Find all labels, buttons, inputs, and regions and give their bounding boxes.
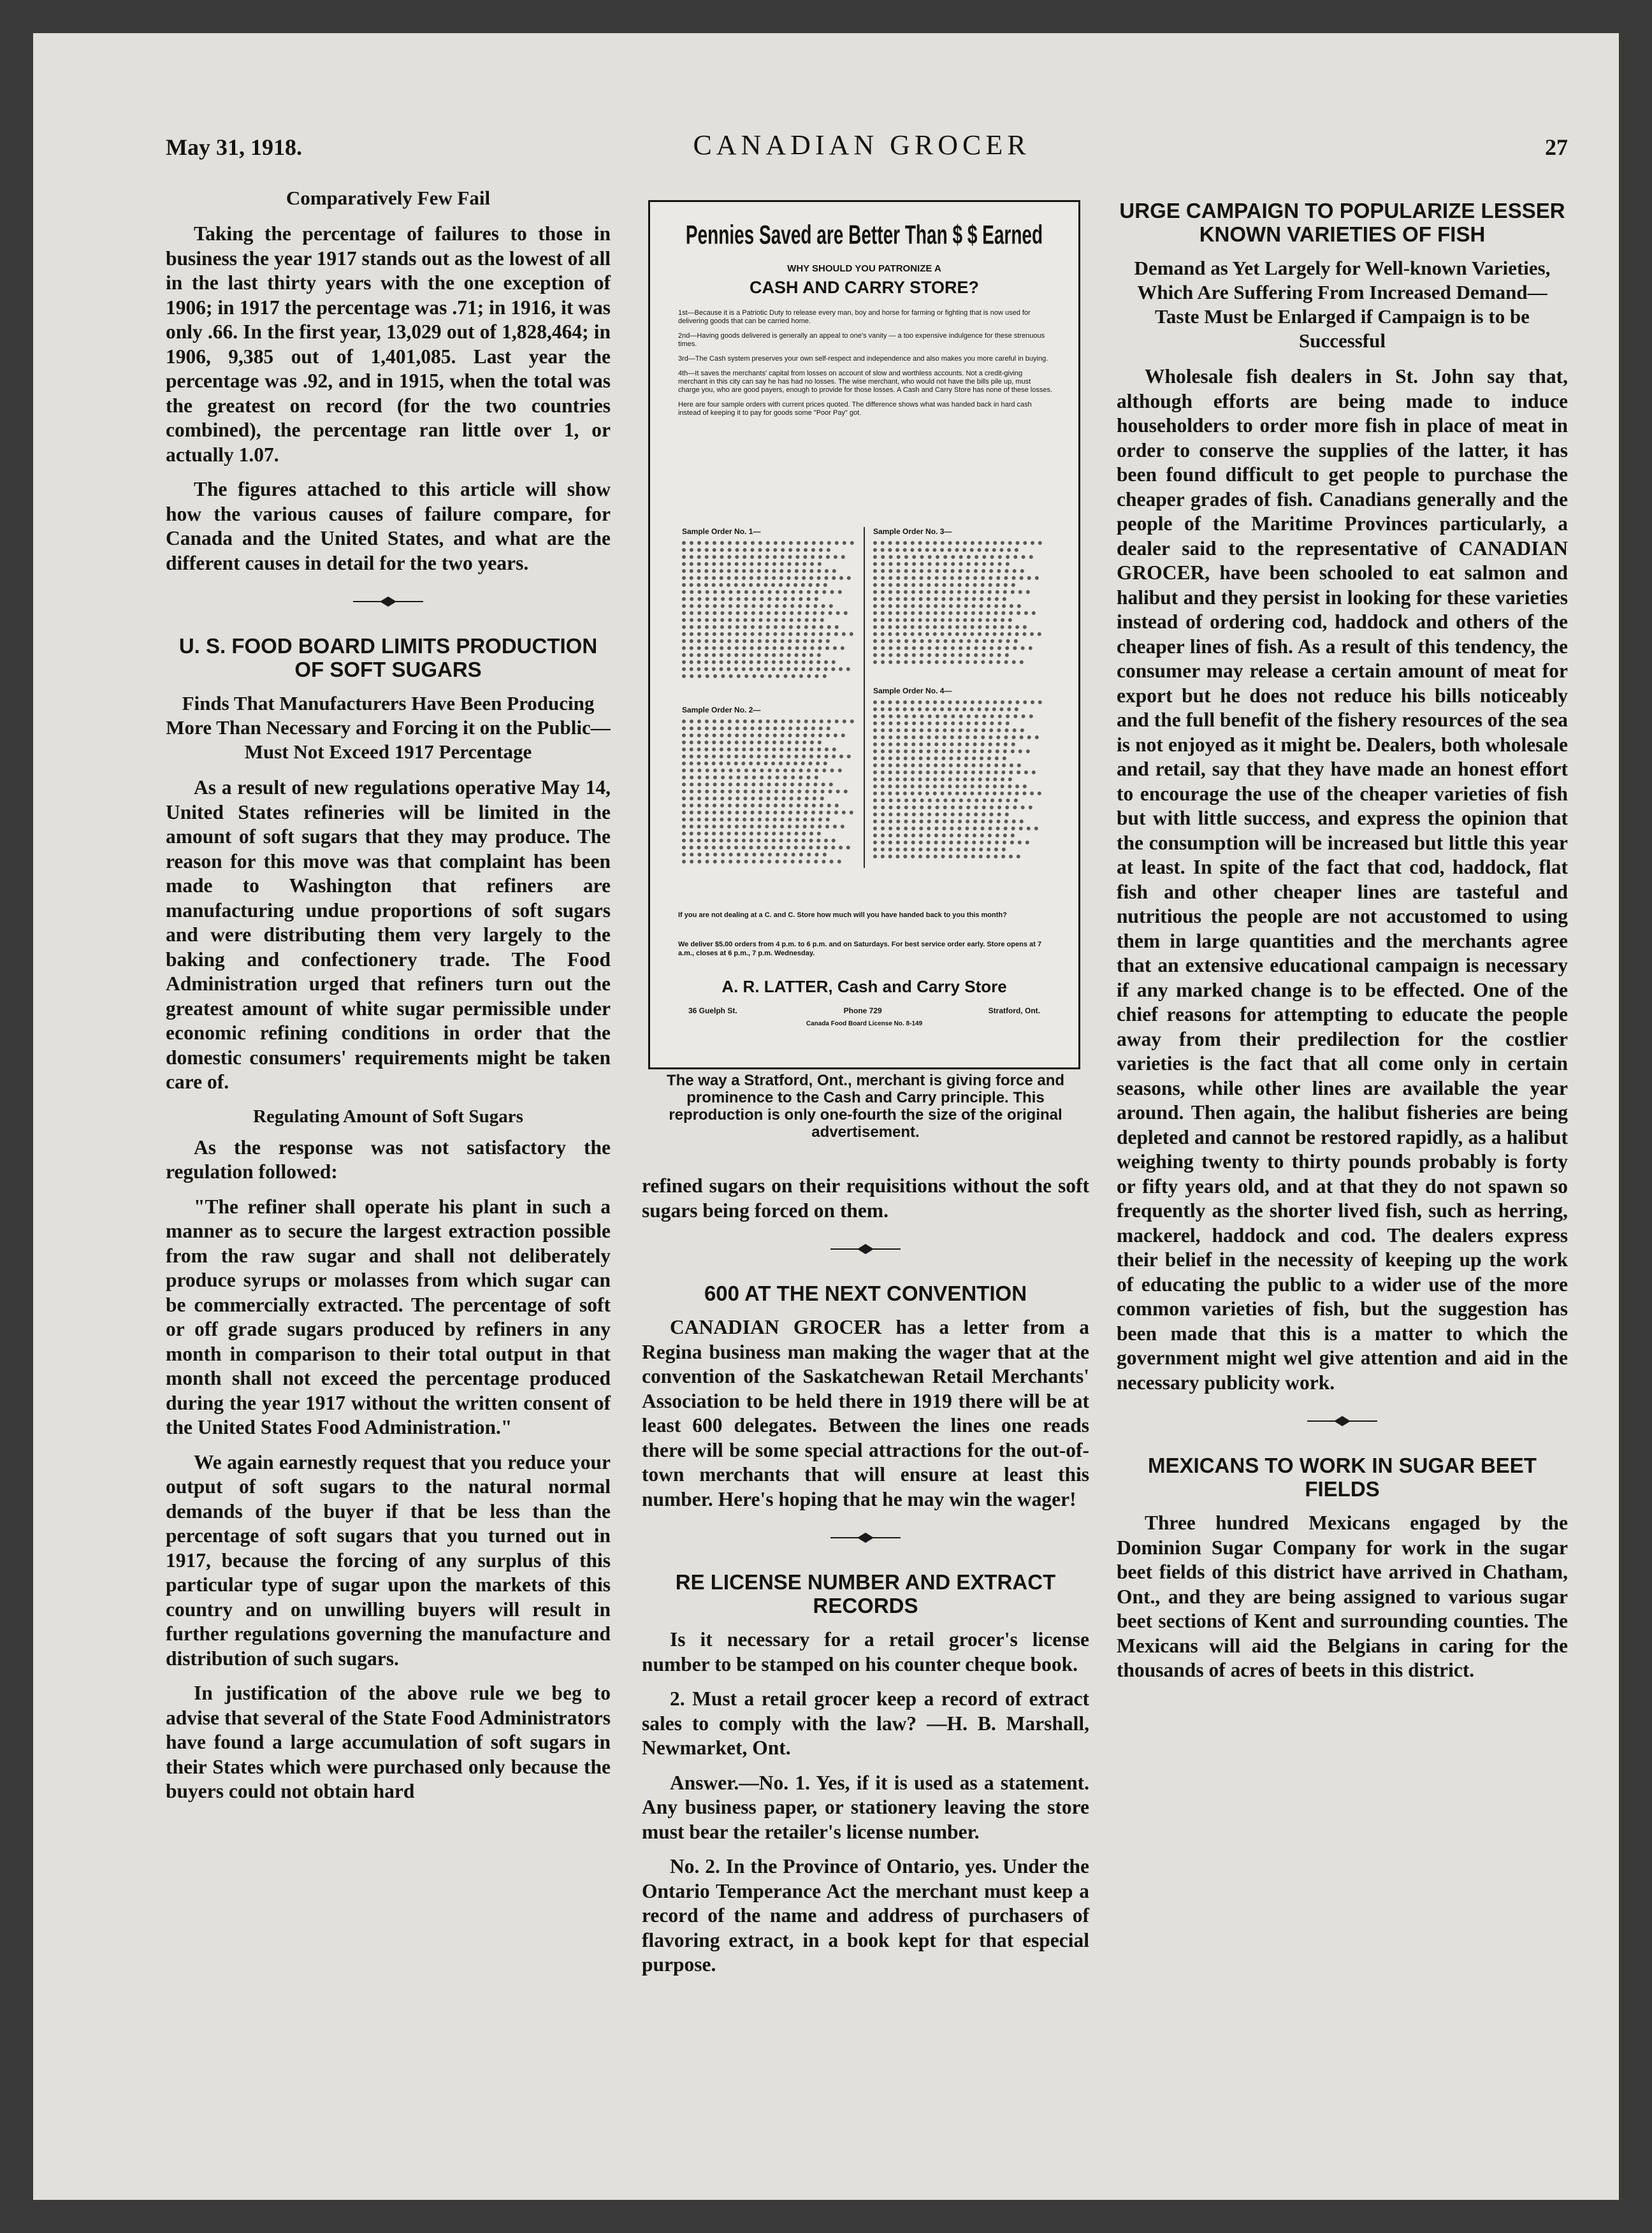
divider-ornament-icon (830, 1531, 901, 1545)
ad-order-line (682, 625, 839, 629)
ad-order-line (873, 735, 1039, 739)
publication-title: CANADIAN GROCER (693, 129, 1031, 161)
article-headline-fish: URGE CAMPAIGN TO POPULARIZE LESSER KNOWN VARIETIES OF FISH (1119, 199, 1565, 246)
ad-order-line (873, 834, 1015, 837)
ad-address-line (688, 1006, 1040, 1015)
ad-order-line (682, 719, 854, 723)
ad-order-line (682, 583, 827, 587)
ad-cash-carry: CASH AND CARRY STORE? (749, 278, 980, 297)
ad-order-line (682, 541, 854, 545)
paragraph: Answer.—No. 1. Yes, if it is used as a statement. Any business paper, or stationery leaving the store must bear the retailer's license number. (642, 1771, 1089, 1843)
ad-order-line (682, 667, 850, 671)
ad-order-line (873, 763, 1021, 767)
ad-order-line (873, 604, 1021, 608)
ad-order-line (873, 714, 1033, 718)
paragraph: CANADIAN GROCER has a letter from a Regina business man making the wager that at the convention of the Saskatchewan Retail Merchants' Association to be held there in 1919 there will be at least 600 delegates. Between the lines one reads there will be some special attractions for the out-of-town merchants that will ensure at least this number. Here's hoping that he may win the wager! (642, 1316, 1089, 1510)
article-headline-convention: 600 AT THE NEXT CONVENTION (704, 1282, 1027, 1305)
ad-order-line (682, 632, 853, 636)
article-headline-soft-sugars: U. S. FOOD BOARD LIMITS PRODUCTION OF SOFT SUGARS (178, 634, 598, 681)
paragraph: The figures attached to this article will show how the various causes of failure compare, for Canada and the United States, and what are the different causes in detail for the two years. (166, 478, 611, 574)
paragraph: Three hundred Mexicans engaged by the Dominion Sugar Company for work in the sugar beet fields of this district have arrived in Chatham, Ont., and they are being assigned to various sugar beet sections of Kent and surrounding counties. The Mexicans will aid the Belgians in caring for the thousands of acres of beets in this district. (1117, 1512, 1568, 1681)
ad-footer-note: If you are not dealing at a C. and C. Store how much will you have handed back to you this month? (678, 911, 1007, 919)
ad-order-line (873, 742, 1015, 746)
ad-order-line (873, 541, 1042, 545)
ad-order-line (873, 548, 1018, 552)
paragraph: In justification of the above rule we beg to advise that several of the State Food Administrators have found a large accumulation of soft sugars in their States which were purchased only because the buyers could not obtain hard (166, 1682, 611, 1802)
ad-order-line (682, 797, 824, 800)
ad-order-line (873, 611, 1036, 615)
ad-store-name: A. R. LATTER, Cash and Carry Store (721, 977, 1007, 996)
advertisement-box (648, 200, 1080, 1069)
ad-order-line (682, 853, 827, 856)
column-right (1117, 199, 1568, 1693)
ad-order-line (873, 646, 1032, 650)
magazine-page (33, 33, 1619, 2200)
ad-order-line (873, 707, 1018, 711)
column-left (166, 186, 611, 1814)
paragraph: Wholesale fish dealers in St. John say that, although efforts are being made to induce householders to order more fish in place of meat in order to conserve the supplies of the latter, it has been found difficult to get people to purchase the cheaper grades of fish. Canadians generally and the people of the Maritime Provinces particularly, a dealer said to the representative of CANADIAN GROCER, have been schooled to eat salmon and halibut and they persist in looking for these varieties instead of ordering cod, haddock and others of the cheaper lines of fish. As a result of this tendency, the consumer may release a certain amount of meat for export but he does not reduce his bills noticeably and the full benefit of the fishery resources of the sea is not enjoyed as it might be. Dealers, both wholesale and retail, say that they have made an honest effort to encourage the use of the cheaper varieties of fish but with little success, and express the opinion that the consumption will be increased but little this year at least. In spite of the fact that cod, haddock, flat fish and other cheaper lines are tasteful and nutritious the people are not accustomed to using them in large quantities and the merchants agree that an extensive educational campaign is necessary if any marked change is to be effected. One of the chief reasons for attempting to educate the people away from their predilection for the costlier varieties is the fact that all come only in certain seasons, while other lines are available the year around. Then again, the halibut fisheries are being depleted and cannot be restored rapidly, as a halibut weighing twenty to thirty pounds probably is forty or fifty years old, and at that they do not spawn so frequently as the shorter lived fish, such as herring, mackerel, haddock and cod. The dealers express their belief in the necessity of keeping up the work of educating the public to a wider use of the more common varieties of fish, but the suggestion has been made that this is a matter to which the government might wel give attention and aid in the necessary publicity work. (1117, 365, 1568, 1394)
ad-order-line (682, 762, 827, 765)
ad-license: Canada Food Board License No. 8-149 (806, 1020, 923, 1027)
ad-reason: Here are four sample orders with current prices quoted. The difference shows what was handed back in hard cash instead of keeping it to pay for goods some "Poor Pay" got. (678, 401, 1032, 417)
ad-order-line (873, 827, 1038, 830)
column-middle (642, 1174, 1089, 1988)
ad-order-line (682, 646, 844, 650)
ad-reasons (678, 309, 1053, 417)
ad-order-line (873, 848, 1006, 851)
ad-order-line (873, 756, 1006, 760)
ad-order-line (682, 846, 850, 849)
ad-order-line (682, 832, 821, 835)
section-heading-regulating: Regulating Amount of Soft Sugars (253, 1106, 523, 1127)
ad-order-line (682, 604, 833, 608)
ad-order-line (873, 784, 1027, 788)
ad-order-line (682, 660, 836, 664)
ad-order-line (873, 855, 1020, 858)
ad-order-line (873, 597, 1006, 601)
ad-order-line (682, 741, 822, 744)
divider-ornament-icon (1307, 1414, 1377, 1428)
ad-phone: Phone 729 (843, 1006, 882, 1015)
ad-reason: 1st—Because it is a Patriotic Duty to release every man, boy and horse for farming or fighting that is now used for delivering goods that can be carried home. (678, 309, 1031, 325)
ad-caption: The way a Stratford, Ont., merchant is giving force and prominence to the Cash and Carry principle. This reproduction is only one-fourth the size of the original advertisement. (666, 1072, 1065, 1141)
article-subhead-fish: Demand as Yet Largely for Well-known Varieties, Which Are Suffering From Increased Demand—Taste Must be Enlarged if Campaign is to be Successful (1134, 257, 1551, 352)
ad-order-line (873, 749, 1030, 753)
ad-order-line (682, 674, 827, 678)
ad-order-line (682, 769, 842, 772)
article-headline-mexicans: MEXICANS TO WORK IN SUGAR BEET FIELDS (1148, 1454, 1537, 1501)
ad-order-line (873, 632, 1041, 636)
ad-order-line (682, 748, 836, 751)
paragraph: 2. Must a retail grocer keep a record of extract sales to comply with the law? —H. B. Marshall, Newmarket, Ont. (642, 1687, 1089, 1759)
ad-order-label: Sample Order No. 3— (873, 527, 952, 536)
ad-order-line (873, 777, 1012, 781)
divider-ornament-icon (353, 595, 423, 609)
paragraph: We again earnestly request that you reduce your output of soft sugars to the natural normal demands of the buyer if that be less than the percentage of soft sugars that you turned out in 1917, because the forcing of any surplus of this particular type of sugar upon the markets of this country and on unwilling buyers will result in further regulations governing the manufacture and distribution of such sugars. (166, 1450, 611, 1670)
ad-order-line (682, 639, 830, 643)
ad-footer-hours: We deliver $5.00 orders from 4 p.m. to 6 p.m. and on Saturdays. For best service order early. Store opens at 7 a.m., closes at 6 p.m., 7 p.m. Wednesday. (678, 941, 1041, 957)
ad-reason: 4th—It saves the merchants' capital from losses on account of slow and worthless accounts. Not a credit-giving merchant in this city can say he has had no losses. The wise merchant, who would not have the bills pile up, must charge you, who are good payers, enough to provide for those losses. A Cash and Carry Store has none of these losses. (678, 370, 1053, 394)
ad-order-line (682, 548, 830, 552)
ad-order-line (682, 860, 841, 864)
ad-order-line (873, 653, 1009, 657)
ad-order-line (873, 820, 1024, 823)
ad-order-line (873, 618, 1012, 622)
ad-order-label: Sample Order No. 1— (682, 527, 761, 536)
ad-order-line (873, 799, 1018, 802)
ad-order-line (682, 776, 818, 779)
ad-order-line (682, 597, 818, 601)
ad-sample-orders (682, 527, 1048, 881)
divider-ornament-icon (830, 1242, 901, 1256)
ad-address: 36 Guelph St. (688, 1006, 737, 1015)
paragraph: As the response was not satisfactory the regulation followed: (166, 1136, 611, 1183)
ad-order-line (873, 770, 1036, 774)
ad-order-line (682, 755, 851, 758)
ad-order-line (682, 555, 845, 559)
page-number: 27 (1545, 134, 1568, 160)
ad-order-line (682, 618, 824, 622)
ad-order-line (682, 576, 851, 580)
ad-order-label: Sample Order No. 4— (873, 686, 952, 695)
paragraph: Is it necessary for a retail grocer's license number to be stamped on his counter cheque book. (642, 1628, 1089, 1675)
regulation-quote: "The refiner shall operate his plant in such a manner as to secure the largest extraction possible from the raw sugar and shall not deliberately produce syrups or molasses from which sugar can be commercially extracted. The percentage of soft or off grade sugars produced by refiners in any month in comparison to their total output in that month shall not exceed the percentage produced during the year 1917 without the written consent of the United States Food Administration." (166, 1195, 611, 1438)
ad-reason: 3rd—The Cash system preserves your own self-respect and independence and also makes you more careful in buying. (678, 355, 1048, 363)
ad-order-line (682, 726, 830, 730)
paragraph: As a result of new regulations operative May 14, United States refineries will be limited in the amount of soft sugars that they may produce. The reason for this move was that complaint has been made to Washington that refiners are manufacturing undue proportions of soft sugars and were distributing them very largely to the baking and confectionery trade. The Food Administration urged that refiners turn out the greatest amount of white sugar permissible under economic refining conditions in order that the domestic consumers' requirements might be taken care of. (166, 776, 611, 1093)
ad-order-line (873, 813, 1009, 816)
paragraph: refined sugars on their requisitions without the soft sugars being forced on them. (642, 1174, 1089, 1222)
ad-order-line (873, 590, 1030, 594)
ad-order-line (682, 818, 830, 821)
ad-order-line (682, 590, 842, 594)
ad-order-line (682, 790, 848, 793)
ad-order-line (682, 839, 836, 842)
ad-order-line (873, 562, 1010, 566)
ad-order-line (682, 811, 853, 814)
ad-order-line (682, 653, 821, 657)
ad-reason: 2nd—Having goods delivered is generally an appeal to one's vanity — a too expensive indulgence for these strenuous times. (678, 332, 1045, 348)
ad-order-line (873, 806, 1032, 809)
section-heading-few-fail: Comparatively Few Fail (286, 187, 491, 209)
ad-order-line (873, 625, 1027, 629)
ad-order-line (682, 783, 833, 786)
article-headline-license: RE LICENSE NUMBER AND EXTRACT RECORDS (675, 1570, 1056, 1617)
ad-order-line (682, 611, 848, 615)
ad-order-line (873, 583, 1015, 587)
ad-order-line (682, 733, 845, 737)
ad-order-line (682, 569, 836, 573)
ad-order-line (873, 555, 1033, 559)
paragraph: Taking the percentage of failures to those in business the year 1917 stands out as the lowest of all in the last thirty years with the one exception of 1906; in 1917 the percentage was .71; in 1916, it was only .66. In the first year, 13,029 out of 1,828,464; in 1906, 9,385 out of 1,401,085. Last year the percentage was .92, and in 1915, when the total was the greatest on record (for the two countries combined), the percentage ran little over 1, or actually 1.07. (166, 222, 611, 466)
ad-order-line (873, 569, 1024, 573)
article-subhead-soft-sugars: Finds That Manufacturers Have Been Producing More Than Necessary and Forcing it on the Public—Must Not Exceed 1917 Percentage (166, 692, 611, 763)
ad-order-line (873, 660, 1024, 664)
ad-order-line (682, 825, 844, 828)
ad-order-line (873, 728, 1024, 732)
ad-order-line (873, 841, 1029, 844)
ad-title: Pennies Saved are Better Than $ $ Earned (685, 220, 1043, 250)
ad-order-label: Sample Order No. 2— (682, 705, 761, 714)
paragraph: No. 2. In the Province of Ontario, yes. Under the Ontario Temperance Act the merchant must keep a record of the name and address of purchasers of flavoring extract, in a book kept for that especial purpose. (642, 1855, 1089, 1976)
ad-order-line (682, 804, 839, 807)
ad-divider (864, 527, 865, 868)
ad-city: Stratford, Ont. (988, 1006, 1040, 1015)
ad-order-line (873, 700, 1042, 704)
ad-question: WHY SHOULD YOU PATRONIZE A (787, 263, 941, 274)
ad-order-line (873, 639, 1018, 643)
issue-date: May 31, 1918. (166, 134, 302, 160)
ad-order-line (682, 562, 822, 566)
ad-order-line (873, 576, 1039, 580)
ad-order-line (873, 791, 1041, 795)
ad-order-line (873, 721, 1010, 725)
